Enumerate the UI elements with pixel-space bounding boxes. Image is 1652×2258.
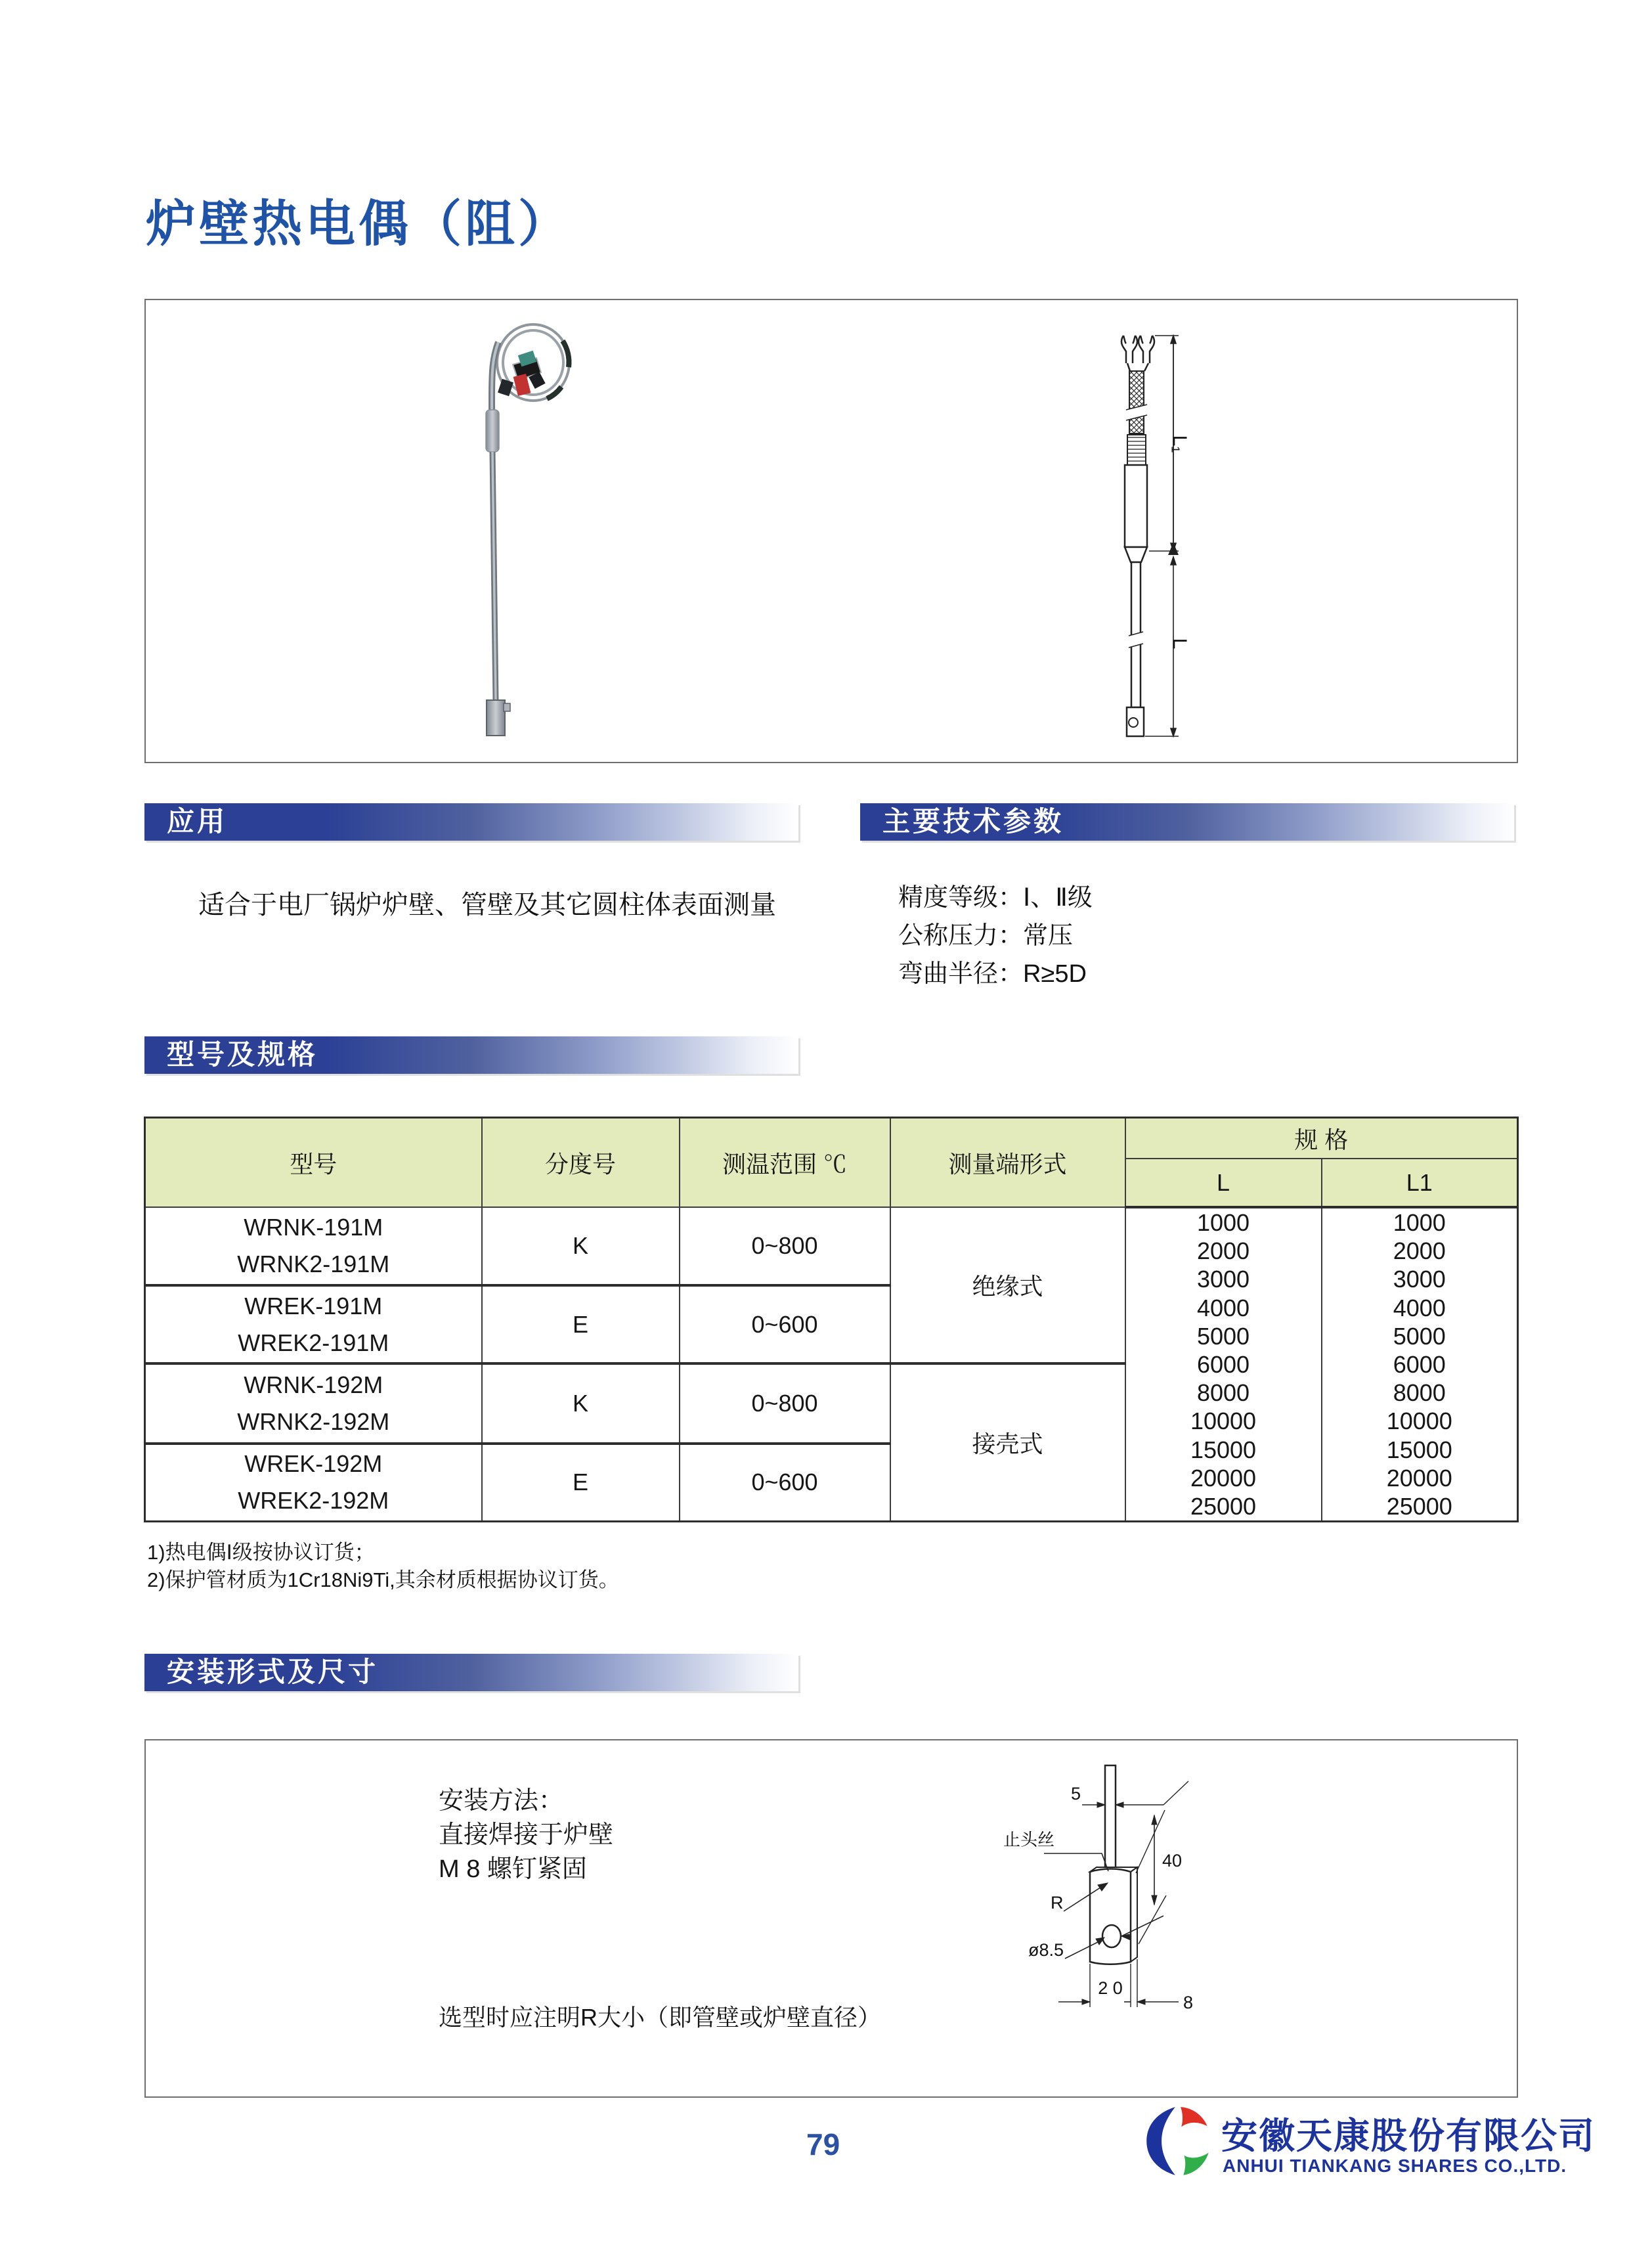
- plate-side: [1131, 1867, 1137, 1962]
- parameter-list: [898, 879, 1093, 993]
- body-taper: [1125, 547, 1147, 562]
- length-value: 8000: [1196, 1379, 1250, 1407]
- company-name-en: ANHUI TIANKANG SHARES CO.,LTD.: [1223, 2156, 1567, 2176]
- install-selection-note: 选型时应注明R大小（即管壁或炉壁直径）: [439, 2004, 881, 2031]
- model-name: WREK2-192M: [238, 1487, 389, 1515]
- dim-20-label: 2 0: [1098, 1978, 1123, 1998]
- install-method-line1: 直接焊接于炉壁: [439, 1821, 614, 1849]
- section-bar-parameters: [860, 803, 1514, 841]
- L-values-cell: [1125, 1207, 1322, 1522]
- graduation-cell: E: [482, 1444, 680, 1522]
- parameter-accuracy-value: Ⅰ、Ⅱ级: [1023, 884, 1093, 912]
- col-header-range: 测温范围 ℃: [680, 1118, 890, 1208]
- installation-drawing: [952, 1747, 1254, 2056]
- ribbed-neck: [1127, 435, 1146, 465]
- length-value: 1000: [1393, 1209, 1446, 1236]
- length-value: 20000: [1386, 1464, 1452, 1492]
- parameter-bend-radius-label: 弯曲半径：: [898, 960, 1024, 988]
- fork-terminals: [1121, 336, 1154, 371]
- footnote-1: 1)热电偶Ⅰ级按协议订货；: [147, 1541, 375, 1564]
- dimension-lines: [1145, 336, 1179, 736]
- table-row: [145, 1207, 1518, 1285]
- section-bar-models: [144, 1036, 798, 1074]
- col-header-model: 型号: [145, 1118, 482, 1208]
- stop-screw-label: 止头丝: [1003, 1830, 1055, 1849]
- length-value: 20000: [1190, 1464, 1257, 1492]
- parameter-accuracy-label: 精度等级：: [898, 884, 1024, 912]
- thermocouple-photo-figure: [458, 307, 674, 753]
- model-name: WREK2-191M: [238, 1329, 389, 1356]
- col-header-L1: L1: [1322, 1159, 1518, 1207]
- range-cell: 0~600: [680, 1285, 890, 1363]
- length-value: 1000: [1196, 1209, 1250, 1236]
- length-value: 6000: [1196, 1350, 1250, 1378]
- section-heading-models: 型号及规格: [167, 1039, 318, 1070]
- footnote-2: 2)保护管材质为1Cr18Ni9Ti,其余材质根据协议订货。: [147, 1568, 619, 1591]
- graduation-cell: K: [482, 1207, 680, 1285]
- product-figure-box: [144, 299, 1518, 763]
- L1-values-cell: [1322, 1207, 1518, 1522]
- plate-hole: [1102, 1925, 1121, 1947]
- graduation-cell: K: [482, 1363, 680, 1444]
- braid-section: [1129, 371, 1144, 433]
- length-value: 25000: [1190, 1492, 1257, 1520]
- thermocouple-dimension-figure: [1087, 317, 1226, 751]
- length-value: 10000: [1190, 1407, 1257, 1435]
- dim-label-L: L: [1169, 638, 1190, 650]
- col-header-end-form: 测量端形式: [890, 1118, 1125, 1208]
- end-form-cell: 绝缘式: [890, 1207, 1125, 1363]
- model-name: WRNK2-191M: [237, 1251, 390, 1277]
- radius-label: R: [1051, 1893, 1064, 1913]
- mount-nub: [504, 703, 510, 711]
- dim-40-label: 40: [1162, 1851, 1183, 1871]
- installation-box: [144, 1739, 1518, 2098]
- length-value: 5000: [1393, 1322, 1446, 1350]
- body-cylinder: [1125, 465, 1147, 547]
- rod: [1105, 1765, 1116, 1873]
- probe-sleeve: [486, 410, 499, 452]
- model-cell: [146, 1209, 481, 1283]
- end-form-cell: 接壳式: [890, 1363, 1125, 1522]
- parameter-accuracy: [898, 879, 1093, 917]
- model-cell: [146, 1367, 481, 1440]
- range-cell: 0~600: [680, 1444, 890, 1522]
- model-cell: [146, 1446, 481, 1519]
- length-value: 4000: [1196, 1294, 1250, 1321]
- range-cell: 0~800: [680, 1207, 890, 1285]
- model-cell: [146, 1288, 481, 1361]
- tiankang-logo-icon: [1144, 2106, 1212, 2177]
- length-value: 3000: [1196, 1266, 1250, 1293]
- parameter-bend-radius-value: R≥5D: [1023, 960, 1087, 988]
- spec-table: [144, 1117, 1519, 1522]
- length-value: 5000: [1196, 1322, 1250, 1350]
- hole-dim-label: ø8.5: [1028, 1940, 1064, 1960]
- install-method-line2: M 8 螺钉紧固: [439, 1855, 587, 1883]
- model-name: WREK-191M: [244, 1292, 383, 1319]
- range-cell: 0~800: [680, 1363, 890, 1444]
- graduation-cell: E: [482, 1285, 680, 1363]
- section-heading-installation: 安装形式及尺寸: [167, 1656, 379, 1687]
- section-heading-parameters: 主要技术参数: [882, 806, 1064, 837]
- length-value: 15000: [1190, 1436, 1257, 1463]
- parameter-pressure: [898, 917, 1093, 955]
- plate-front: [1090, 1869, 1131, 1964]
- length-value: 10000: [1386, 1407, 1452, 1435]
- page-number: 79: [806, 2127, 840, 2161]
- length-value: 4000: [1393, 1294, 1446, 1321]
- parameter-pressure-value: 常压: [1023, 922, 1074, 950]
- length-value: 15000: [1386, 1436, 1452, 1463]
- parameter-pressure-label: 公称压力：: [898, 922, 1024, 950]
- company-name-cn: 安徽天康股份有限公司: [1221, 2115, 1596, 2156]
- dim-8-label: 8: [1183, 1993, 1194, 2012]
- dim-5-label: 5: [1070, 1784, 1081, 1804]
- section-bar-installation: [144, 1654, 798, 1691]
- length-value: 6000: [1393, 1350, 1446, 1378]
- model-name: WRNK-192M: [244, 1371, 383, 1398]
- parameter-bend-radius: [898, 955, 1093, 993]
- application-text: 适合于电厂锅炉炉壁、管壁及其它圆柱体表面测量: [198, 891, 776, 919]
- col-header-graduation: 分度号: [482, 1118, 680, 1208]
- model-name: WRNK-191M: [244, 1214, 383, 1241]
- length-value: 3000: [1393, 1266, 1446, 1293]
- length-value: 25000: [1386, 1492, 1452, 1520]
- mount-block: [487, 700, 505, 736]
- section-heading-application: 应用: [167, 806, 228, 837]
- length-value: 8000: [1393, 1379, 1446, 1407]
- col-header-spec: 规 格: [1125, 1118, 1518, 1159]
- section-bar-application: [144, 803, 798, 841]
- model-name: WREK-192M: [244, 1450, 383, 1478]
- length-value: 2000: [1196, 1237, 1250, 1265]
- page-title: 炉壁热电偶（阻）: [146, 196, 571, 252]
- install-method-title: 安装方法：: [439, 1787, 564, 1815]
- model-name: WRNK2-192M: [237, 1407, 390, 1435]
- col-header-L: L: [1125, 1159, 1322, 1207]
- dim-label-L1: L₁: [1169, 435, 1190, 453]
- length-value: 2000: [1393, 1237, 1446, 1265]
